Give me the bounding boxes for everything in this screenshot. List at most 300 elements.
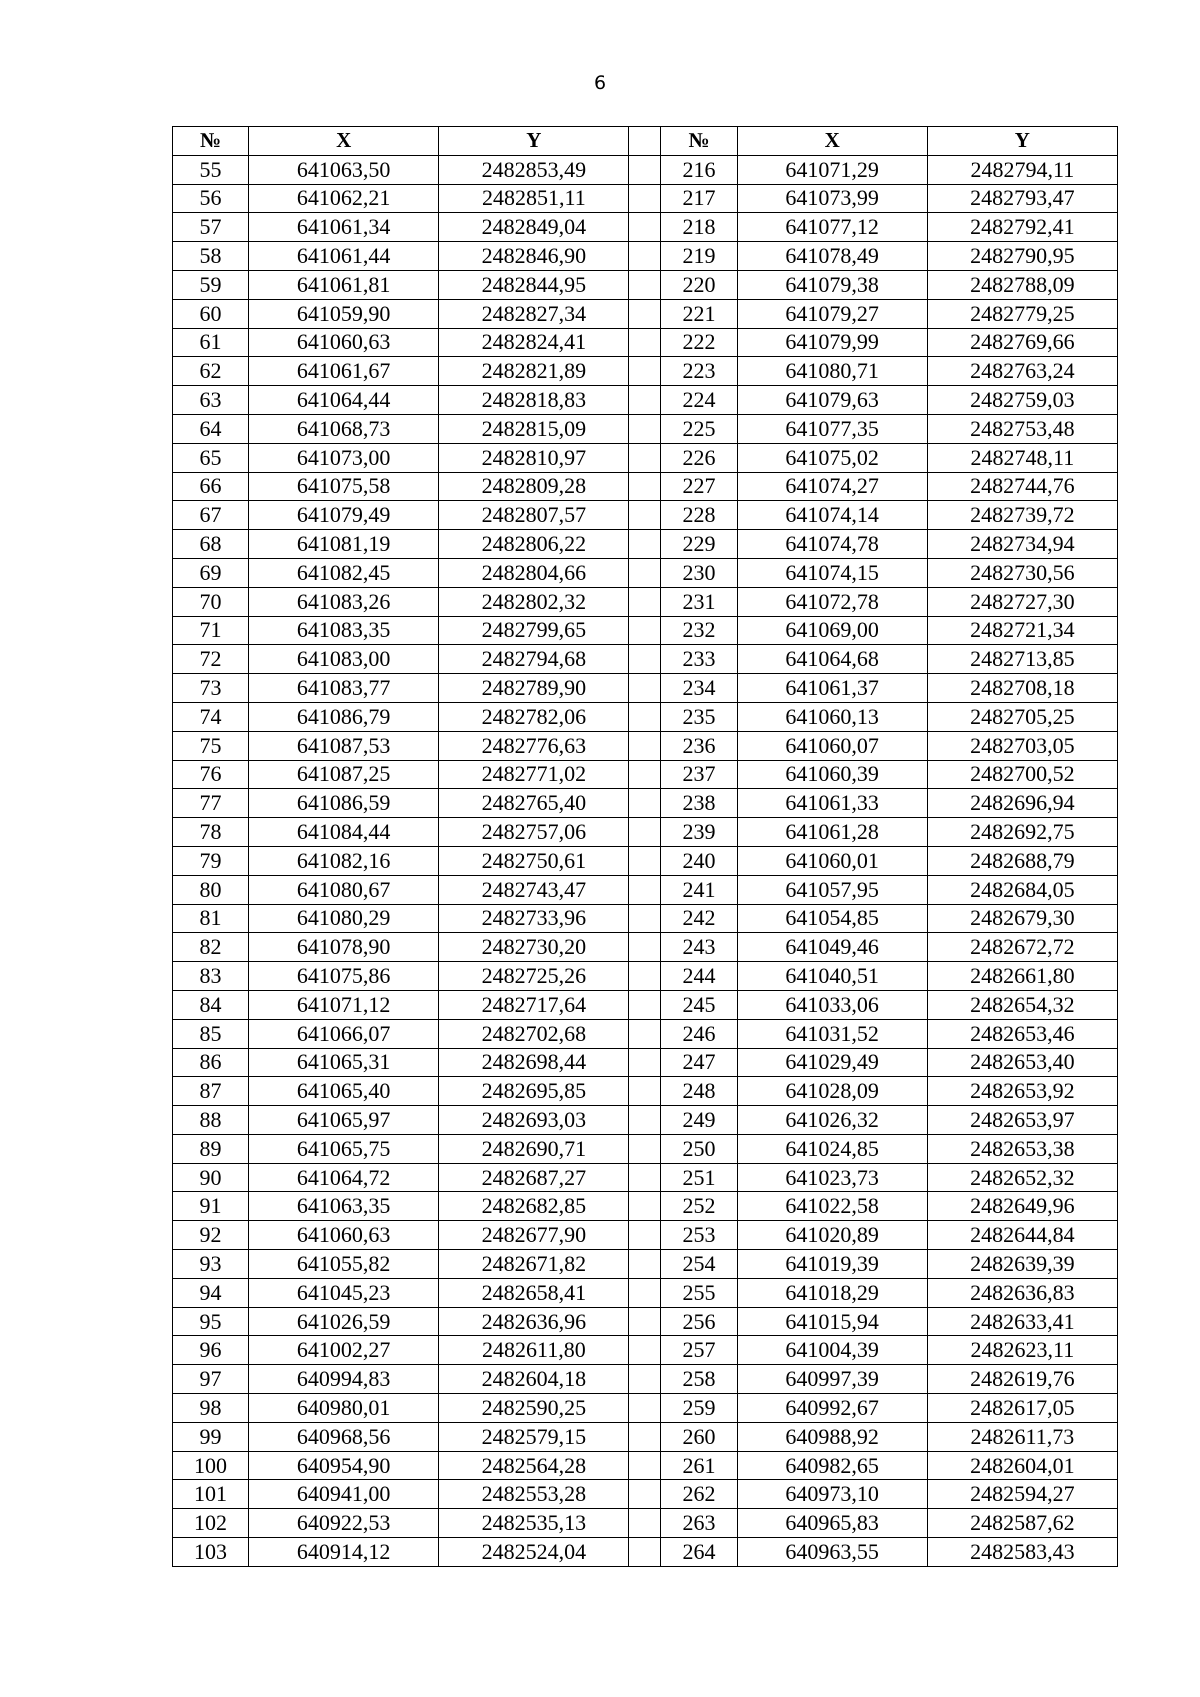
table-row bbox=[173, 184, 1118, 213]
x-right-cell: 641054,85 bbox=[737, 904, 927, 933]
point-number-right-cell: 217 bbox=[661, 184, 737, 213]
point-number-right-cell: 240 bbox=[661, 846, 737, 875]
y-left-cell: 2482794,68 bbox=[439, 645, 629, 674]
x-right-cell: 641077,35 bbox=[737, 414, 927, 443]
spacer-cell bbox=[629, 357, 661, 386]
y-left-cell: 2482849,04 bbox=[439, 213, 629, 242]
point-number-left-cell: 87 bbox=[173, 1077, 249, 1106]
point-number-right-cell: 231 bbox=[661, 587, 737, 616]
point-number-left-cell: 79 bbox=[173, 846, 249, 875]
spacer-cell bbox=[629, 1307, 661, 1336]
y-right-cell: 2482700,52 bbox=[927, 760, 1117, 789]
table-row bbox=[173, 1509, 1118, 1538]
point-number-left-cell: 81 bbox=[173, 904, 249, 933]
point-number-right-cell: 254 bbox=[661, 1250, 737, 1279]
y-left-cell: 2482604,18 bbox=[439, 1365, 629, 1394]
y-right-cell: 2482619,76 bbox=[927, 1365, 1117, 1394]
spacer-cell bbox=[629, 414, 661, 443]
x-right-cell: 641049,46 bbox=[737, 933, 927, 962]
table-row bbox=[173, 933, 1118, 962]
y-right-cell: 2482730,56 bbox=[927, 558, 1117, 587]
y-right-cell: 2482611,73 bbox=[927, 1422, 1117, 1451]
x-left-cell: 641066,07 bbox=[249, 1019, 439, 1048]
point-number-left-cell: 102 bbox=[173, 1509, 249, 1538]
spacer-cell bbox=[629, 1336, 661, 1365]
point-number-left-cell: 98 bbox=[173, 1394, 249, 1423]
point-number-left-cell: 58 bbox=[173, 242, 249, 271]
spacer-cell bbox=[629, 962, 661, 991]
point-number-left-cell: 61 bbox=[173, 328, 249, 357]
x-right-cell: 641073,99 bbox=[737, 184, 927, 213]
point-number-left-cell: 57 bbox=[173, 213, 249, 242]
point-number-right-cell: 259 bbox=[661, 1394, 737, 1423]
y-right-cell: 2482763,24 bbox=[927, 357, 1117, 386]
y-left-cell: 2482677,90 bbox=[439, 1221, 629, 1250]
x-left-cell: 640922,53 bbox=[249, 1509, 439, 1538]
point-number-left-cell: 63 bbox=[173, 386, 249, 415]
x-right-cell: 640992,67 bbox=[737, 1394, 927, 1423]
spacer-cell bbox=[629, 1019, 661, 1048]
table-row bbox=[173, 155, 1118, 184]
point-number-left-cell: 55 bbox=[173, 155, 249, 184]
table-row bbox=[173, 1480, 1118, 1509]
y-right-cell: 2482653,38 bbox=[927, 1134, 1117, 1163]
y-left-cell: 2482844,95 bbox=[439, 270, 629, 299]
y-right-cell: 2482788,09 bbox=[927, 270, 1117, 299]
y-right-cell: 2482721,34 bbox=[927, 616, 1117, 645]
y-left-cell: 2482743,47 bbox=[439, 875, 629, 904]
spacer-cell bbox=[629, 846, 661, 875]
x-left-cell: 640941,00 bbox=[249, 1480, 439, 1509]
x-left-cell: 641059,90 bbox=[249, 299, 439, 328]
y-right-cell: 2482653,92 bbox=[927, 1077, 1117, 1106]
point-number-left-cell: 66 bbox=[173, 472, 249, 501]
y-left-cell: 2482824,41 bbox=[439, 328, 629, 357]
y-right-cell: 2482583,43 bbox=[927, 1538, 1117, 1567]
x-right-cell: 641004,39 bbox=[737, 1336, 927, 1365]
table-row bbox=[173, 1538, 1118, 1567]
table-row bbox=[173, 386, 1118, 415]
point-number-left-cell: 69 bbox=[173, 558, 249, 587]
y-right-cell: 2482779,25 bbox=[927, 299, 1117, 328]
point-number-left-cell: 68 bbox=[173, 530, 249, 559]
header-y-left: Y bbox=[439, 127, 629, 156]
spacer-cell bbox=[629, 501, 661, 530]
y-left-cell: 2482725,26 bbox=[439, 962, 629, 991]
spacer-cell bbox=[629, 1278, 661, 1307]
point-number-right-cell: 262 bbox=[661, 1480, 737, 1509]
header-spacer bbox=[629, 127, 661, 156]
y-left-cell: 2482579,15 bbox=[439, 1422, 629, 1451]
y-left-cell: 2482687,27 bbox=[439, 1163, 629, 1192]
y-right-cell: 2482769,66 bbox=[927, 328, 1117, 357]
spacer-cell bbox=[629, 443, 661, 472]
x-right-cell: 641060,39 bbox=[737, 760, 927, 789]
y-right-cell: 2482636,83 bbox=[927, 1278, 1117, 1307]
point-number-right-cell: 222 bbox=[661, 328, 737, 357]
point-number-right-cell: 234 bbox=[661, 674, 737, 703]
x-right-cell: 641074,14 bbox=[737, 501, 927, 530]
y-left-cell: 2482757,06 bbox=[439, 818, 629, 847]
spacer-cell bbox=[629, 818, 661, 847]
x-left-cell: 641062,21 bbox=[249, 184, 439, 213]
point-number-left-cell: 89 bbox=[173, 1134, 249, 1163]
table-row bbox=[173, 558, 1118, 587]
y-left-cell: 2482658,41 bbox=[439, 1278, 629, 1307]
table-row bbox=[173, 875, 1118, 904]
point-number-left-cell: 99 bbox=[173, 1422, 249, 1451]
y-right-cell: 2482587,62 bbox=[927, 1509, 1117, 1538]
y-left-cell: 2482804,66 bbox=[439, 558, 629, 587]
y-right-cell: 2482692,75 bbox=[927, 818, 1117, 847]
point-number-left-cell: 103 bbox=[173, 1538, 249, 1567]
y-left-cell: 2482799,65 bbox=[439, 616, 629, 645]
x-left-cell: 641078,90 bbox=[249, 933, 439, 962]
table-row bbox=[173, 818, 1118, 847]
spacer-cell bbox=[629, 155, 661, 184]
table-row bbox=[173, 1422, 1118, 1451]
point-number-left-cell: 88 bbox=[173, 1106, 249, 1135]
table-row bbox=[173, 1221, 1118, 1250]
x-right-cell: 640988,92 bbox=[737, 1422, 927, 1451]
spacer-cell bbox=[629, 875, 661, 904]
y-right-cell: 2482759,03 bbox=[927, 386, 1117, 415]
table-row bbox=[173, 789, 1118, 818]
point-number-right-cell: 239 bbox=[661, 818, 737, 847]
y-right-cell: 2482748,11 bbox=[927, 443, 1117, 472]
x-right-cell: 641020,89 bbox=[737, 1221, 927, 1250]
point-number-left-cell: 72 bbox=[173, 645, 249, 674]
x-right-cell: 641015,94 bbox=[737, 1307, 927, 1336]
spacer-cell bbox=[629, 1365, 661, 1394]
y-left-cell: 2482771,02 bbox=[439, 760, 629, 789]
point-number-right-cell: 227 bbox=[661, 472, 737, 501]
y-left-cell: 2482818,83 bbox=[439, 386, 629, 415]
point-number-right-cell: 264 bbox=[661, 1538, 737, 1567]
table-row bbox=[173, 270, 1118, 299]
point-number-right-cell: 249 bbox=[661, 1106, 737, 1135]
spacer-cell bbox=[629, 1106, 661, 1135]
table-row bbox=[173, 1307, 1118, 1336]
x-right-cell: 641080,71 bbox=[737, 357, 927, 386]
table-row bbox=[173, 1077, 1118, 1106]
y-right-cell: 2482705,25 bbox=[927, 702, 1117, 731]
table-row bbox=[173, 645, 1118, 674]
spacer-cell bbox=[629, 904, 661, 933]
table-row bbox=[173, 904, 1118, 933]
point-number-left-cell: 74 bbox=[173, 702, 249, 731]
point-number-left-cell: 70 bbox=[173, 587, 249, 616]
y-right-cell: 2482696,94 bbox=[927, 789, 1117, 818]
x-right-cell: 641069,00 bbox=[737, 616, 927, 645]
y-left-cell: 2482765,40 bbox=[439, 789, 629, 818]
x-left-cell: 641087,53 bbox=[249, 731, 439, 760]
point-number-left-cell: 91 bbox=[173, 1192, 249, 1221]
y-right-cell: 2482652,32 bbox=[927, 1163, 1117, 1192]
spacer-cell bbox=[629, 386, 661, 415]
x-left-cell: 641060,63 bbox=[249, 328, 439, 357]
spacer-cell bbox=[629, 558, 661, 587]
point-number-right-cell: 223 bbox=[661, 357, 737, 386]
y-right-cell: 2482649,96 bbox=[927, 1192, 1117, 1221]
x-left-cell: 641068,73 bbox=[249, 414, 439, 443]
y-right-cell: 2482654,32 bbox=[927, 990, 1117, 1019]
x-left-cell: 641064,44 bbox=[249, 386, 439, 415]
x-right-cell: 640997,39 bbox=[737, 1365, 927, 1394]
point-number-left-cell: 93 bbox=[173, 1250, 249, 1279]
x-right-cell: 641074,78 bbox=[737, 530, 927, 559]
point-number-left-cell: 80 bbox=[173, 875, 249, 904]
point-number-left-cell: 71 bbox=[173, 616, 249, 645]
spacer-cell bbox=[629, 472, 661, 501]
table-row bbox=[173, 1192, 1118, 1221]
y-right-cell: 2482703,05 bbox=[927, 731, 1117, 760]
y-left-cell: 2482853,49 bbox=[439, 155, 629, 184]
point-number-left-cell: 85 bbox=[173, 1019, 249, 1048]
y-left-cell: 2482682,85 bbox=[439, 1192, 629, 1221]
point-number-left-cell: 82 bbox=[173, 933, 249, 962]
spacer-cell bbox=[629, 1163, 661, 1192]
point-number-right-cell: 255 bbox=[661, 1278, 737, 1307]
x-right-cell: 641033,06 bbox=[737, 990, 927, 1019]
point-number-right-cell: 263 bbox=[661, 1509, 737, 1538]
x-left-cell: 641061,34 bbox=[249, 213, 439, 242]
table-row bbox=[173, 962, 1118, 991]
table-row bbox=[173, 1365, 1118, 1394]
point-number-left-cell: 60 bbox=[173, 299, 249, 328]
y-right-cell: 2482794,11 bbox=[927, 155, 1117, 184]
point-number-right-cell: 225 bbox=[661, 414, 737, 443]
y-left-cell: 2482807,57 bbox=[439, 501, 629, 530]
point-number-left-cell: 101 bbox=[173, 1480, 249, 1509]
x-left-cell: 641086,59 bbox=[249, 789, 439, 818]
x-right-cell: 641061,33 bbox=[737, 789, 927, 818]
y-left-cell: 2482810,97 bbox=[439, 443, 629, 472]
x-right-cell: 641060,07 bbox=[737, 731, 927, 760]
spacer-cell bbox=[629, 731, 661, 760]
y-left-cell: 2482851,11 bbox=[439, 184, 629, 213]
x-left-cell: 641073,00 bbox=[249, 443, 439, 472]
x-left-cell: 641065,40 bbox=[249, 1077, 439, 1106]
table-header-row bbox=[173, 127, 1118, 156]
y-left-cell: 2482693,03 bbox=[439, 1106, 629, 1135]
point-number-left-cell: 95 bbox=[173, 1307, 249, 1336]
spacer-cell bbox=[629, 990, 661, 1019]
y-right-cell: 2482653,46 bbox=[927, 1019, 1117, 1048]
y-right-cell: 2482661,80 bbox=[927, 962, 1117, 991]
x-left-cell: 641071,12 bbox=[249, 990, 439, 1019]
point-number-left-cell: 75 bbox=[173, 731, 249, 760]
table-row bbox=[173, 299, 1118, 328]
x-right-cell: 641061,37 bbox=[737, 674, 927, 703]
point-number-right-cell: 248 bbox=[661, 1077, 737, 1106]
table-row bbox=[173, 1134, 1118, 1163]
spacer-cell bbox=[629, 587, 661, 616]
spacer-cell bbox=[629, 616, 661, 645]
x-right-cell: 641072,78 bbox=[737, 587, 927, 616]
spacer-cell bbox=[629, 1480, 661, 1509]
table-row bbox=[173, 472, 1118, 501]
y-left-cell: 2482564,28 bbox=[439, 1451, 629, 1480]
y-left-cell: 2482611,80 bbox=[439, 1336, 629, 1365]
point-number-left-cell: 83 bbox=[173, 962, 249, 991]
point-number-right-cell: 226 bbox=[661, 443, 737, 472]
spacer-cell bbox=[629, 299, 661, 328]
point-number-right-cell: 244 bbox=[661, 962, 737, 991]
y-left-cell: 2482750,61 bbox=[439, 846, 629, 875]
point-number-right-cell: 245 bbox=[661, 990, 737, 1019]
y-right-cell: 2482790,95 bbox=[927, 242, 1117, 271]
y-left-cell: 2482698,44 bbox=[439, 1048, 629, 1077]
table-row bbox=[173, 414, 1118, 443]
point-number-right-cell: 236 bbox=[661, 731, 737, 760]
coordinates-table bbox=[172, 126, 1118, 1567]
y-right-cell: 2482744,76 bbox=[927, 472, 1117, 501]
y-left-cell: 2482733,96 bbox=[439, 904, 629, 933]
spacer-cell bbox=[629, 674, 661, 703]
y-right-cell: 2482792,41 bbox=[927, 213, 1117, 242]
y-right-cell: 2482594,27 bbox=[927, 1480, 1117, 1509]
x-right-cell: 641074,15 bbox=[737, 558, 927, 587]
y-right-cell: 2482633,41 bbox=[927, 1307, 1117, 1336]
point-number-right-cell: 257 bbox=[661, 1336, 737, 1365]
table-row bbox=[173, 1048, 1118, 1077]
point-number-left-cell: 78 bbox=[173, 818, 249, 847]
x-right-cell: 641079,99 bbox=[737, 328, 927, 357]
header-x-left: X bbox=[249, 127, 439, 156]
x-left-cell: 641045,23 bbox=[249, 1278, 439, 1307]
y-left-cell: 2482636,96 bbox=[439, 1307, 629, 1336]
x-right-cell: 641057,95 bbox=[737, 875, 927, 904]
y-right-cell: 2482617,05 bbox=[927, 1394, 1117, 1423]
x-left-cell: 641075,86 bbox=[249, 962, 439, 991]
y-left-cell: 2482806,22 bbox=[439, 530, 629, 559]
x-right-cell: 641077,12 bbox=[737, 213, 927, 242]
y-left-cell: 2482690,71 bbox=[439, 1134, 629, 1163]
y-right-cell: 2482672,72 bbox=[927, 933, 1117, 962]
table-row bbox=[173, 731, 1118, 760]
table-body bbox=[173, 155, 1118, 1566]
x-left-cell: 641055,82 bbox=[249, 1250, 439, 1279]
header-x-right: X bbox=[737, 127, 927, 156]
y-left-cell: 2482695,85 bbox=[439, 1077, 629, 1106]
table-row bbox=[173, 1394, 1118, 1423]
header-number-left: № bbox=[173, 127, 249, 156]
point-number-right-cell: 221 bbox=[661, 299, 737, 328]
table-row bbox=[173, 530, 1118, 559]
x-left-cell: 641087,25 bbox=[249, 760, 439, 789]
x-right-cell: 641074,27 bbox=[737, 472, 927, 501]
table-row bbox=[173, 1278, 1118, 1307]
x-right-cell: 641022,58 bbox=[737, 1192, 927, 1221]
spacer-cell bbox=[629, 1221, 661, 1250]
x-left-cell: 640954,90 bbox=[249, 1451, 439, 1480]
x-right-cell: 641060,13 bbox=[737, 702, 927, 731]
table-row bbox=[173, 328, 1118, 357]
table-row bbox=[173, 1019, 1118, 1048]
y-left-cell: 2482776,63 bbox=[439, 731, 629, 760]
x-right-cell: 641064,68 bbox=[737, 645, 927, 674]
spacer-cell bbox=[629, 933, 661, 962]
y-left-cell: 2482553,28 bbox=[439, 1480, 629, 1509]
y-right-cell: 2482604,01 bbox=[927, 1451, 1117, 1480]
table-row bbox=[173, 674, 1118, 703]
x-right-cell: 641079,38 bbox=[737, 270, 927, 299]
spacer-cell bbox=[629, 789, 661, 818]
y-left-cell: 2482789,90 bbox=[439, 674, 629, 703]
x-right-cell: 640973,10 bbox=[737, 1480, 927, 1509]
y-right-cell: 2482639,39 bbox=[927, 1250, 1117, 1279]
point-number-right-cell: 219 bbox=[661, 242, 737, 271]
x-right-cell: 641079,63 bbox=[737, 386, 927, 415]
point-number-right-cell: 260 bbox=[661, 1422, 737, 1451]
y-left-cell: 2482717,64 bbox=[439, 990, 629, 1019]
point-number-left-cell: 97 bbox=[173, 1365, 249, 1394]
y-right-cell: 2482653,97 bbox=[927, 1106, 1117, 1135]
x-right-cell: 641031,52 bbox=[737, 1019, 927, 1048]
x-left-cell: 641083,26 bbox=[249, 587, 439, 616]
point-number-right-cell: 247 bbox=[661, 1048, 737, 1077]
y-left-cell: 2482535,13 bbox=[439, 1509, 629, 1538]
point-number-left-cell: 59 bbox=[173, 270, 249, 299]
x-left-cell: 641083,77 bbox=[249, 674, 439, 703]
table-row bbox=[173, 616, 1118, 645]
point-number-left-cell: 94 bbox=[173, 1278, 249, 1307]
x-left-cell: 641065,75 bbox=[249, 1134, 439, 1163]
x-left-cell: 641002,27 bbox=[249, 1336, 439, 1365]
y-right-cell: 2482679,30 bbox=[927, 904, 1117, 933]
point-number-left-cell: 92 bbox=[173, 1221, 249, 1250]
x-left-cell: 641082,45 bbox=[249, 558, 439, 587]
table-row bbox=[173, 1163, 1118, 1192]
x-right-cell: 641026,32 bbox=[737, 1106, 927, 1135]
point-number-left-cell: 90 bbox=[173, 1163, 249, 1192]
x-right-cell: 641029,49 bbox=[737, 1048, 927, 1077]
spacer-cell bbox=[629, 760, 661, 789]
y-right-cell: 2482644,84 bbox=[927, 1221, 1117, 1250]
table-row bbox=[173, 760, 1118, 789]
point-number-right-cell: 261 bbox=[661, 1451, 737, 1480]
x-left-cell: 641081,19 bbox=[249, 530, 439, 559]
spacer-cell bbox=[629, 1077, 661, 1106]
x-left-cell: 641063,35 bbox=[249, 1192, 439, 1221]
x-right-cell: 640963,55 bbox=[737, 1538, 927, 1567]
spacer-cell bbox=[629, 702, 661, 731]
x-right-cell: 641079,27 bbox=[737, 299, 927, 328]
table-row bbox=[173, 242, 1118, 271]
x-left-cell: 640914,12 bbox=[249, 1538, 439, 1567]
x-left-cell: 641083,35 bbox=[249, 616, 439, 645]
point-number-left-cell: 65 bbox=[173, 443, 249, 472]
spacer-cell bbox=[629, 1192, 661, 1221]
point-number-right-cell: 241 bbox=[661, 875, 737, 904]
x-left-cell: 641065,97 bbox=[249, 1106, 439, 1135]
page-number: 6 bbox=[593, 72, 607, 94]
table-row bbox=[173, 1250, 1118, 1279]
spacer-cell bbox=[629, 242, 661, 271]
point-number-right-cell: 258 bbox=[661, 1365, 737, 1394]
y-right-cell: 2482727,30 bbox=[927, 587, 1117, 616]
point-number-left-cell: 73 bbox=[173, 674, 249, 703]
y-right-cell: 2482708,18 bbox=[927, 674, 1117, 703]
x-left-cell: 641061,81 bbox=[249, 270, 439, 299]
x-left-cell: 641080,67 bbox=[249, 875, 439, 904]
spacer-cell bbox=[629, 328, 661, 357]
x-right-cell: 641061,28 bbox=[737, 818, 927, 847]
x-right-cell: 641023,73 bbox=[737, 1163, 927, 1192]
point-number-right-cell: 237 bbox=[661, 760, 737, 789]
y-left-cell: 2482827,34 bbox=[439, 299, 629, 328]
